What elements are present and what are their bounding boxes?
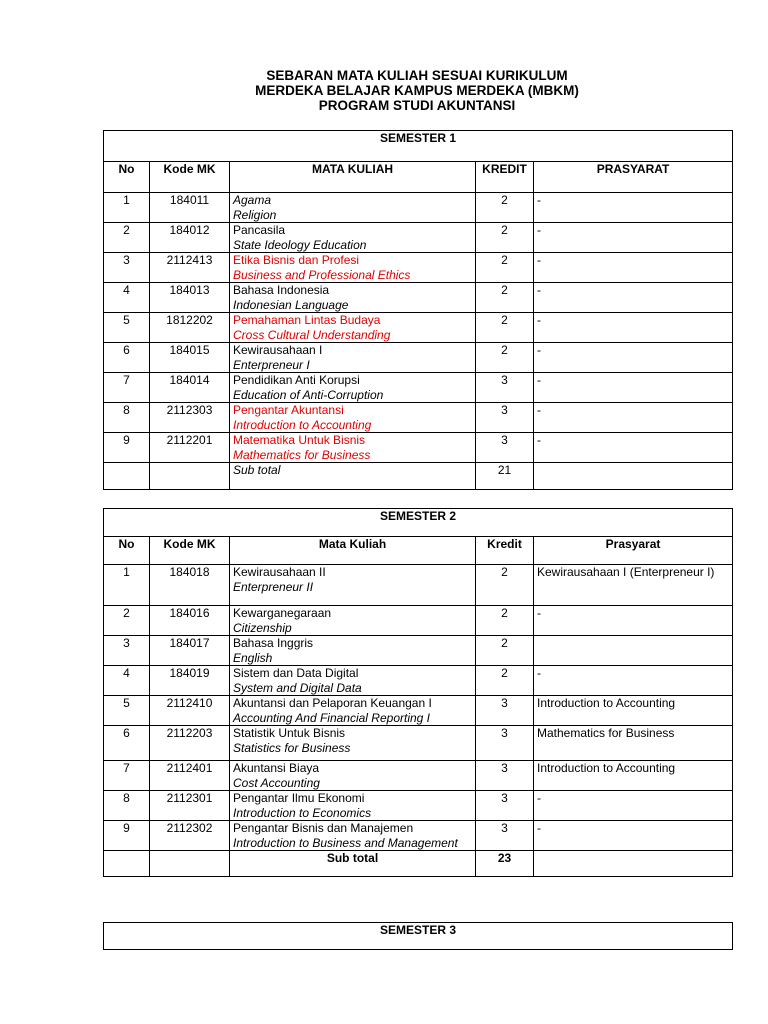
row-no: 9 xyxy=(104,821,150,851)
row-no: 8 xyxy=(104,403,150,433)
course-name: Akuntansi Biaya xyxy=(233,761,320,775)
table-row xyxy=(104,666,733,696)
header-prasyarat: PRASYARAT xyxy=(534,162,733,193)
course-name: Pengantar Ilmu Ekonomi xyxy=(233,791,365,805)
row-kode: 184017 xyxy=(150,636,230,666)
row-mata-kuliah xyxy=(230,193,476,223)
table-row xyxy=(104,636,733,666)
document-title-line1: SEBARAN MATA KULIAH SESUAI KURIKULUM xyxy=(266,68,568,83)
subtotal-value: 21 xyxy=(476,463,534,490)
header-mata-kuliah: Mata Kuliah xyxy=(230,537,476,565)
empty-cell xyxy=(104,463,150,490)
semester-1-label: SEMESTER 1 xyxy=(104,131,733,162)
course-name-en: Business and Professional Ethics xyxy=(233,267,411,282)
empty-cell xyxy=(534,463,733,490)
row-kode: 2112401 xyxy=(150,761,230,791)
row-kredit: 2 xyxy=(476,313,534,343)
subtotal-value: 23 xyxy=(476,851,534,877)
course-name-en: Citizenship xyxy=(233,620,292,635)
table-row xyxy=(104,565,733,606)
row-mata-kuliah xyxy=(230,343,476,373)
row-no: 6 xyxy=(104,343,150,373)
semester-2-table xyxy=(103,508,733,877)
row-kredit: 3 xyxy=(476,791,534,821)
course-name: Pancasila xyxy=(233,223,286,237)
table-row xyxy=(104,223,733,253)
course-name: Pendidikan Anti Korupsi xyxy=(233,373,360,387)
row-mata-kuliah xyxy=(230,223,476,253)
table-row xyxy=(104,761,733,791)
table-row xyxy=(104,193,733,223)
row-kredit: 3 xyxy=(476,433,534,463)
table-row xyxy=(104,373,733,403)
row-no: 2 xyxy=(104,223,150,253)
table-row xyxy=(104,403,733,433)
row-kode: 184011 xyxy=(150,193,230,223)
row-kredit: 2 xyxy=(476,565,534,606)
row-mata-kuliah xyxy=(230,791,476,821)
row-kode: 184014 xyxy=(150,373,230,403)
course-name: Bahasa Inggris xyxy=(233,636,314,650)
row-kredit: 3 xyxy=(476,821,534,851)
row-kode: 2112203 xyxy=(150,726,230,761)
course-name: Matematika Untuk Bisnis xyxy=(233,433,366,447)
row-kode: 2112302 xyxy=(150,821,230,851)
course-name-en: Indonesian Language xyxy=(233,297,349,312)
header-kredit: Kredit xyxy=(476,537,534,565)
course-name: Kewirausahaan I xyxy=(233,343,323,357)
row-prasyarat: - xyxy=(534,283,733,313)
row-no: 7 xyxy=(104,373,150,403)
row-prasyarat: - xyxy=(534,373,733,403)
course-name-en: Education of Anti-Corruption xyxy=(233,387,384,402)
row-prasyarat: Introduction to Accounting xyxy=(534,761,733,791)
header-prasyarat: Prasyarat xyxy=(534,537,733,565)
row-prasyarat: - xyxy=(534,821,733,851)
semester-2-label: SEMESTER 2 xyxy=(104,509,733,537)
course-name-en: Cross Cultural Understanding xyxy=(233,327,391,342)
row-prasyarat xyxy=(534,636,733,666)
course-name-en: English xyxy=(233,650,273,665)
row-no: 3 xyxy=(104,636,150,666)
course-name-en: Cost Accounting xyxy=(233,775,320,790)
row-prasyarat: - xyxy=(534,313,733,343)
row-kode: 184015 xyxy=(150,343,230,373)
row-mata-kuliah xyxy=(230,821,476,851)
course-name: Pengantar Bisnis dan Manajemen xyxy=(233,821,414,835)
row-prasyarat: - xyxy=(534,343,733,373)
course-name: Pengantar Akuntansi xyxy=(233,403,344,417)
row-mata-kuliah xyxy=(230,666,476,696)
course-name: Statistik Untuk Bisnis xyxy=(233,726,346,740)
row-mata-kuliah xyxy=(230,726,476,761)
course-name: Agama xyxy=(233,193,272,207)
row-kode: 184013 xyxy=(150,283,230,313)
row-kredit: 3 xyxy=(476,403,534,433)
course-name: Pemahaman Lintas Budaya xyxy=(233,313,381,327)
header-no: No xyxy=(104,162,150,193)
row-no: 4 xyxy=(104,283,150,313)
course-name-en: Mathematics for Business xyxy=(233,447,371,462)
course-name: Kewarganegaraan xyxy=(233,606,332,620)
row-kredit: 2 xyxy=(476,193,534,223)
row-kredit: 2 xyxy=(476,283,534,313)
course-name: Kewirausahaan II xyxy=(233,565,326,579)
course-name-en: System and Digital Data xyxy=(233,680,362,695)
row-mata-kuliah xyxy=(230,373,476,403)
course-name-en: Introduction to Business and Management xyxy=(233,835,458,850)
subtotal-row xyxy=(104,463,733,490)
course-name: Sistem dan Data Digital xyxy=(233,666,359,680)
course-name: Etika Bisnis dan Profesi xyxy=(233,253,360,267)
row-prasyarat: Mathematics for Business xyxy=(534,726,733,761)
row-kode: 2112410 xyxy=(150,696,230,726)
row-kredit: 3 xyxy=(476,761,534,791)
row-no: 3 xyxy=(104,253,150,283)
row-kode: 184018 xyxy=(150,565,230,606)
table-row xyxy=(104,606,733,636)
row-kode: 2112303 xyxy=(150,403,230,433)
row-no: 6 xyxy=(104,726,150,761)
empty-cell xyxy=(150,463,230,490)
row-kode: 2112413 xyxy=(150,253,230,283)
row-kredit: 2 xyxy=(476,223,534,253)
row-no: 1 xyxy=(104,565,150,606)
row-prasyarat: - xyxy=(534,791,733,821)
row-kode: 1812202 xyxy=(150,313,230,343)
table-row xyxy=(104,343,733,373)
row-no: 5 xyxy=(104,696,150,726)
row-prasyarat: - xyxy=(534,666,733,696)
subtotal-label: Sub total xyxy=(230,463,476,490)
row-kode: 2112201 xyxy=(150,433,230,463)
row-prasyarat: - xyxy=(534,606,733,636)
course-name-en: Introduction to Economics xyxy=(233,805,372,820)
course-name-en: Introduction to Accounting xyxy=(233,417,372,432)
row-kode: 184012 xyxy=(150,223,230,253)
table-row xyxy=(104,791,733,821)
table-row xyxy=(104,696,733,726)
row-no: 8 xyxy=(104,791,150,821)
table-row xyxy=(104,283,733,313)
row-mata-kuliah xyxy=(230,636,476,666)
table-row xyxy=(104,726,733,761)
row-kredit: 3 xyxy=(476,373,534,403)
row-kode: 2112301 xyxy=(150,791,230,821)
row-kode: 184019 xyxy=(150,666,230,696)
subtotal-row xyxy=(104,851,733,877)
course-name-en: State Ideology Education xyxy=(233,237,367,252)
row-prasyarat: - xyxy=(534,193,733,223)
row-mata-kuliah xyxy=(230,403,476,433)
document-title-line3: PROGRAM STUDI AKUNTANSI xyxy=(318,98,516,113)
row-kredit: 2 xyxy=(476,606,534,636)
header-no: No xyxy=(104,537,150,565)
header-mata-kuliah: MATA KULIAH xyxy=(230,162,476,193)
row-no: 4 xyxy=(104,666,150,696)
row-prasyarat: Introduction to Accounting xyxy=(534,696,733,726)
semester-3-table xyxy=(103,922,733,950)
table-row xyxy=(104,313,733,343)
row-kode: 184016 xyxy=(150,606,230,636)
row-kredit: 2 xyxy=(476,636,534,666)
row-prasyarat: - xyxy=(534,433,733,463)
semester-3-label: SEMESTER 3 xyxy=(104,923,733,950)
row-kredit: 2 xyxy=(476,253,534,283)
row-prasyarat: - xyxy=(534,403,733,433)
course-name-en: Enterpreneur II xyxy=(233,579,314,594)
row-no: 5 xyxy=(104,313,150,343)
row-kredit: 2 xyxy=(476,666,534,696)
table-row xyxy=(104,253,733,283)
row-mata-kuliah xyxy=(230,565,476,606)
row-mata-kuliah xyxy=(230,283,476,313)
document-title-line2: MERDEKA BELAJAR KAMPUS MERDEKA (MBKM) xyxy=(255,83,579,98)
row-prasyarat: - xyxy=(534,223,733,253)
row-mata-kuliah xyxy=(230,696,476,726)
empty-cell xyxy=(104,851,150,877)
course-name-en: Enterpreneur I xyxy=(233,357,310,372)
row-mata-kuliah xyxy=(230,313,476,343)
course-name: Bahasa Indonesia xyxy=(233,283,330,297)
empty-cell xyxy=(534,851,733,877)
row-prasyarat: - xyxy=(534,253,733,283)
empty-cell xyxy=(150,851,230,877)
course-name-en: Accounting And Financial Reporting I xyxy=(233,710,431,725)
header-kredit: KREDIT xyxy=(476,162,534,193)
course-name-en: Statistics for Business xyxy=(233,740,351,755)
header-kode-mk: Kode MK xyxy=(150,162,230,193)
row-mata-kuliah xyxy=(230,433,476,463)
course-name-en: Religion xyxy=(233,207,277,222)
table-row xyxy=(104,821,733,851)
table-row xyxy=(104,433,733,463)
row-no: 9 xyxy=(104,433,150,463)
row-no: 2 xyxy=(104,606,150,636)
row-kredit: 3 xyxy=(476,696,534,726)
row-mata-kuliah xyxy=(230,253,476,283)
row-kredit: 2 xyxy=(476,343,534,373)
row-no: 1 xyxy=(104,193,150,223)
row-kredit: 3 xyxy=(476,726,534,761)
row-prasyarat: Kewirausahaan I (Enterpreneur I) xyxy=(534,565,733,606)
subtotal-label: Sub total xyxy=(230,851,476,877)
row-no: 7 xyxy=(104,761,150,791)
course-name: Akuntansi dan Pelaporan Keuangan I xyxy=(233,696,432,710)
row-mata-kuliah xyxy=(230,761,476,791)
row-mata-kuliah xyxy=(230,606,476,636)
header-kode-mk: Kode MK xyxy=(150,537,230,565)
semester-1-table xyxy=(103,130,733,490)
